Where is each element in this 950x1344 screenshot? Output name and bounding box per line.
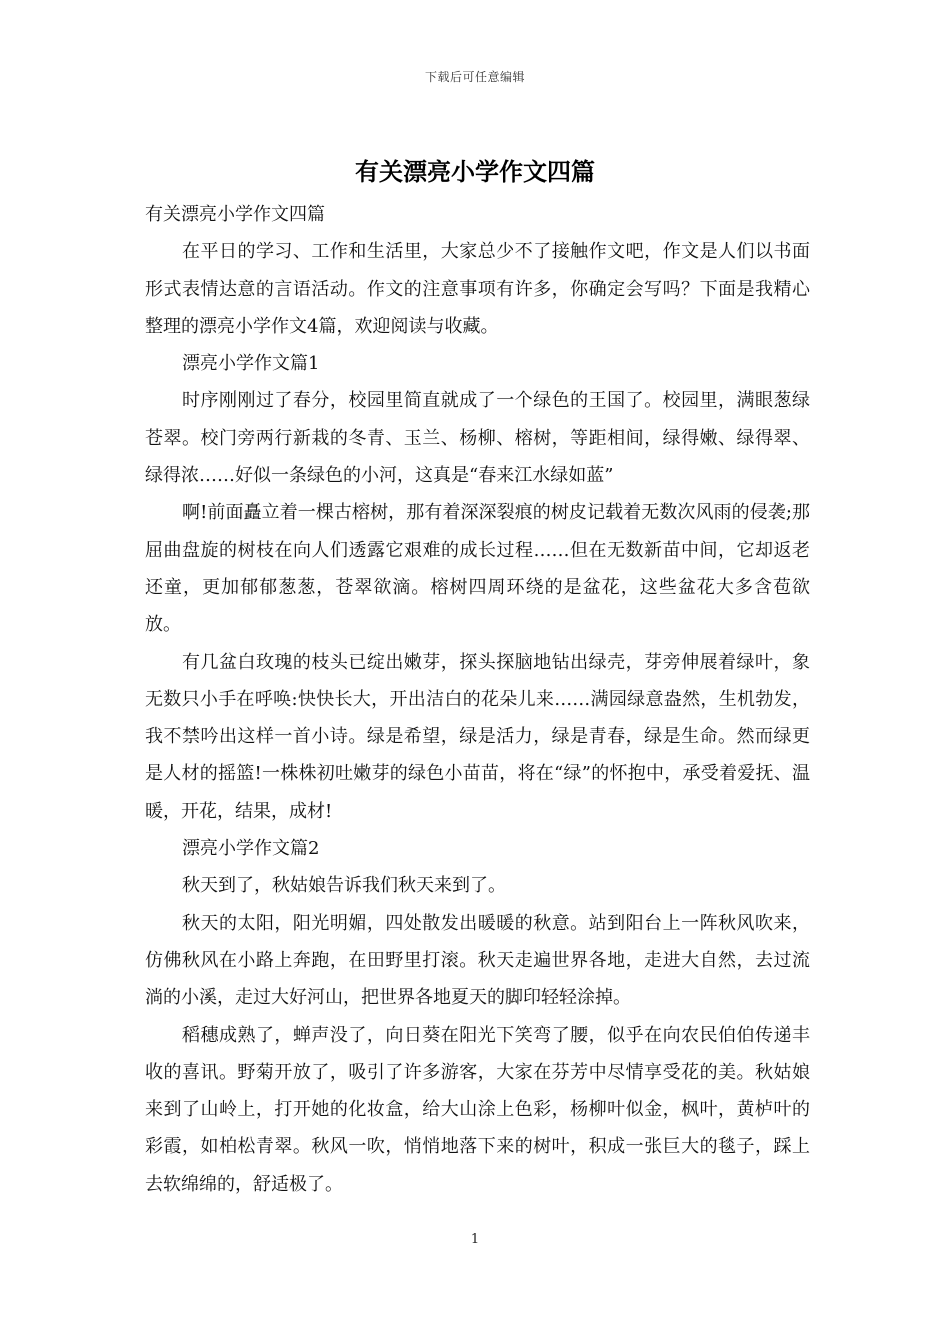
page-number: 1 bbox=[470, 1232, 480, 1247]
body-paragraph: 秋天的太阳，阳光明媚，四处散发出暖暖的秋意。站到阳台上一阵秋风吹来，仿佛秋风在小路上奔跑，在田野里打滚。秋天走遍世界各地，走进大自然，去过流淌的小溪，走过大好河山，把世界各地夏天的脚印轻轻涂掉。 bbox=[145, 912, 810, 1009]
section-heading: 漂亮小学作文篇1 bbox=[182, 353, 320, 375]
header-note: 下载后可任意编辑 bbox=[424, 70, 525, 84]
body-paragraph: 啊!前面矗立着一棵古榕树，那有着深深裂痕的树皮记载着无数次风雨的侵袭;那屈曲盘旋的树枝在向人们透露它艰难的成长过程……但在无数新苗中间，它却返老还童，更加郁郁葱葱，苍翠欲滴。榕树四周环绕的是盆花，这些盆花大多含苞欲放。 bbox=[145, 502, 810, 636]
body-paragraph: 在平日的学习、工作和生活里，大家总少不了接触作文吧，作文是人们以书面形式表情达意的言语活动。作文的注意事项有许多，你确定会写吗？下面是我精心整理的漂亮小学作文4篇，欢迎阅读与收藏。 bbox=[145, 241, 810, 337]
body-paragraph: 时序刚刚过了春分，校园里简直就成了一个绿色的王国了。校园里，满眼葱绿苍翠。校门旁两行新栽的冬青、玉兰、杨柳、榕树，等距相间，绿得嫩、绿得翠、绿得浓……好似一条绿色的小河，这真是“春来江水绿如蓝” bbox=[145, 390, 810, 487]
body-paragraph: 秋天到了，秋姑娘告诉我们秋天来到了。 bbox=[182, 875, 506, 897]
body-paragraph: 有关漂亮小学作文四篇 bbox=[145, 204, 325, 225]
document-body bbox=[145, 196, 810, 1203]
document-title: 有关漂亮小学作文四篇 bbox=[355, 157, 595, 186]
section-heading: 漂亮小学作文篇2 bbox=[182, 838, 320, 860]
body-paragraph: 有几盆白玫瑰的枝头已绽出嫩芽，探头探脑地钻出绿壳，芽旁伸展着绿叶，象无数只小手在呼唤:快快长大，开出洁白的花朵儿来……满园绿意盎然，生机勃发，我不禁吟出这样一首小诗。绿是希望，绿是活力，绿是青春，绿是生命。然而绿更是人材的摇篮!一株株初吐嫩芽的绿色小苗苗，将在“绿”的怀抱中，承受着爱抚、温暖，开花，结果，成材! bbox=[145, 651, 810, 822]
body-paragraph: 稻穗成熟了，蝉声没了，向日葵在阳光下笑弯了腰，似乎在向农民伯伯传递丰收的喜讯。野菊开放了，吸引了许多游客，大家在芬芳中尽情享受花的美。秋姑娘来到了山岭上，打开她的化妆盒，给大山涂上色彩，杨柳叶似金，枫叶，黄栌叶的彩霞，如柏松青翠。秋风一吹，悄悄地落下来的树叶，积成一张巨大的毯子，踩上去软绵绵的，舒适极了。 bbox=[145, 1024, 810, 1195]
